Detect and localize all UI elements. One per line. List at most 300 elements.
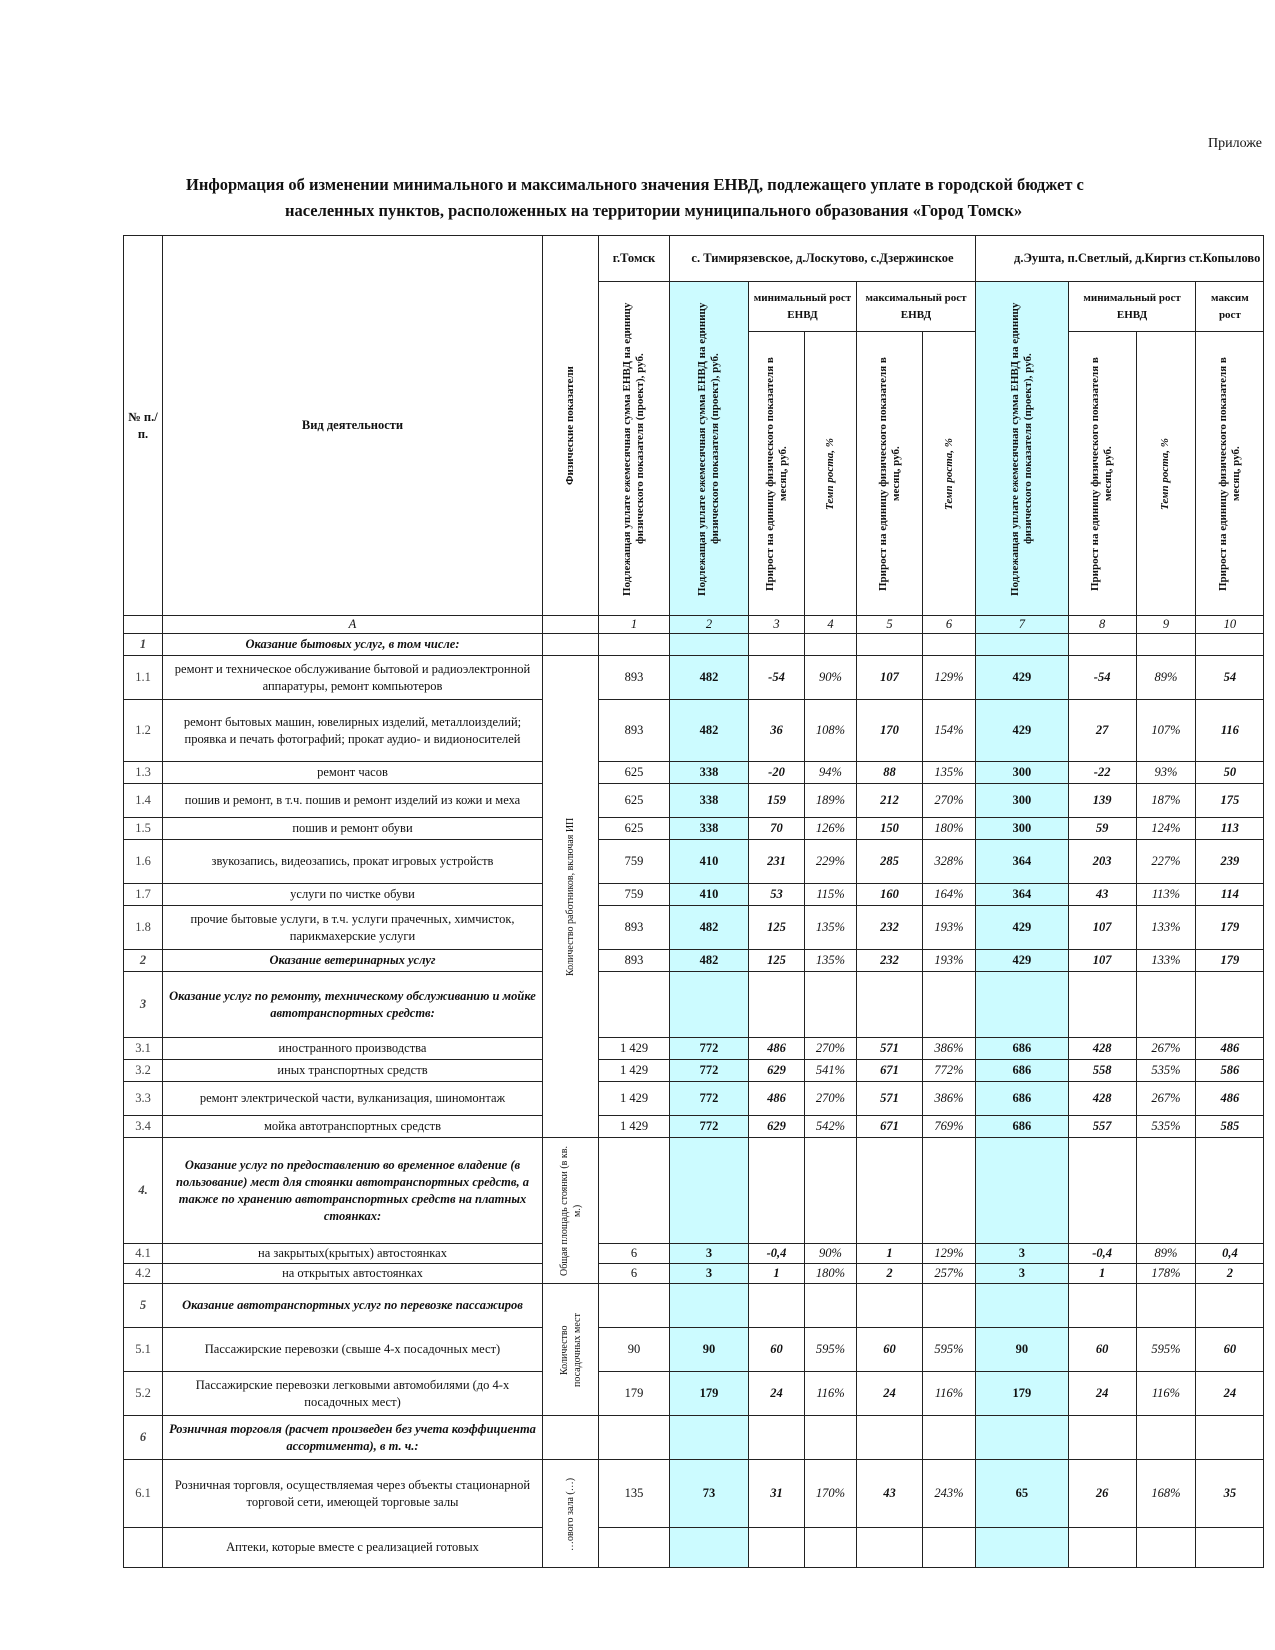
- row-number: 1.6: [124, 840, 163, 884]
- value-cell: 126%: [805, 818, 857, 840]
- activity-name: ремонт часов: [163, 762, 543, 784]
- value-cell: 300: [976, 762, 1069, 784]
- row-number: [124, 1528, 163, 1568]
- value-cell: [1196, 1528, 1264, 1568]
- value-cell: 168%: [1136, 1460, 1196, 1528]
- value-cell: 428: [1068, 1082, 1136, 1116]
- value-cell: [749, 1416, 805, 1460]
- value-cell: [749, 1528, 805, 1568]
- header-num: № п./п.: [124, 236, 163, 616]
- value-cell: [805, 972, 857, 1038]
- activity-name: Розничная торговля, осуществляемая через объекты стационарной торговой сети, имеющей торговые залы: [163, 1460, 543, 1528]
- value-cell: 90%: [805, 1244, 857, 1264]
- value-cell: 36: [749, 700, 805, 762]
- value-cell: [599, 1138, 670, 1244]
- value-cell: 179: [670, 1372, 749, 1416]
- value-cell: [749, 1284, 805, 1328]
- value-cell: 270%: [805, 1082, 857, 1116]
- value-cell: 90%: [805, 656, 857, 700]
- value-cell: [805, 634, 857, 656]
- value-cell: 558: [1068, 1060, 1136, 1082]
- value-cell: 125: [749, 950, 805, 972]
- value-cell: 267%: [1136, 1038, 1196, 1060]
- value-cell: 113: [1196, 818, 1264, 840]
- colnum-4: 4: [805, 616, 857, 634]
- activity-name: иностранного производства: [163, 1038, 543, 1060]
- value-cell: 180%: [923, 818, 976, 840]
- value-cell: 129%: [923, 1244, 976, 1264]
- value-cell: 60: [1068, 1328, 1136, 1372]
- value-cell: [1068, 972, 1136, 1038]
- physical-indicator-empty: [543, 1416, 599, 1460]
- value-cell: 686: [976, 1082, 1069, 1116]
- value-cell: [599, 1284, 670, 1328]
- value-cell: 43: [857, 1460, 923, 1528]
- value-cell: 893: [599, 700, 670, 762]
- table-row: [124, 700, 1264, 762]
- physical-indicator: Количество работников, включая ИП: [543, 656, 599, 1138]
- row-number: 2: [124, 950, 163, 972]
- header-g1-max-increase: Прирост на единицу физического показателя в месяц, руб.: [857, 332, 923, 616]
- row-number: 4.1: [124, 1244, 163, 1264]
- value-cell: [1136, 972, 1196, 1038]
- value-cell: [857, 1138, 923, 1244]
- activity-name: на закрытых(крытых) автостоянках: [163, 1244, 543, 1264]
- value-cell: 179: [976, 1372, 1069, 1416]
- value-cell: [923, 972, 976, 1038]
- header-g2-min-rate: Темп роста, %: [1136, 332, 1196, 616]
- value-cell: 60: [1196, 1328, 1264, 1372]
- value-cell: 60: [857, 1328, 923, 1372]
- row-number: 6: [124, 1416, 163, 1460]
- activity-name: услуги по чистке обуви: [163, 884, 543, 906]
- physical-indicator: …ового зала (…): [543, 1460, 599, 1568]
- colnum-6: 6: [923, 616, 976, 634]
- value-cell: 193%: [923, 950, 976, 972]
- header-g1-min-rate: Темп роста, %: [805, 332, 857, 616]
- table-row: [124, 1244, 1264, 1264]
- value-cell: 338: [670, 784, 749, 818]
- value-cell: 1: [857, 1244, 923, 1264]
- value-cell: [599, 1528, 670, 1568]
- value-cell: [1136, 1138, 1196, 1244]
- activity-name: Пассажирские перевозки легковыми автомобилями (до 4-х посадочных мест): [163, 1372, 543, 1416]
- header-g1-min-increase: Прирост на единицу физического показателя в месяц, руб.: [749, 332, 805, 616]
- value-cell: [749, 634, 805, 656]
- section-row: [124, 1284, 1264, 1328]
- value-cell: [857, 972, 923, 1038]
- value-cell: 116: [1196, 700, 1264, 762]
- value-cell: [805, 1138, 857, 1244]
- value-cell: 73: [670, 1460, 749, 1528]
- value-cell: 193%: [923, 906, 976, 950]
- value-cell: [857, 634, 923, 656]
- title-line-2: населенных пунктов, расположенных на территории муниципального образования «Город Томск»: [285, 201, 1023, 220]
- value-cell: 187%: [1136, 784, 1196, 818]
- row-number: 1.5: [124, 818, 163, 840]
- value-cell: [749, 1138, 805, 1244]
- section-row: [124, 1416, 1264, 1460]
- value-cell: [1196, 1416, 1264, 1460]
- value-cell: 24: [1196, 1372, 1264, 1416]
- value-cell: [976, 634, 1069, 656]
- section-row: [124, 634, 1264, 656]
- value-cell: 90: [599, 1328, 670, 1372]
- value-cell: 1: [749, 1264, 805, 1284]
- value-cell: [670, 634, 749, 656]
- value-cell: 114: [1196, 884, 1264, 906]
- value-cell: 124%: [1136, 818, 1196, 840]
- value-cell: 65: [976, 1460, 1069, 1528]
- table-row: [124, 784, 1264, 818]
- value-cell: 364: [976, 840, 1069, 884]
- value-cell: [976, 1416, 1069, 1460]
- table-row: [124, 1038, 1264, 1060]
- value-cell: 410: [670, 840, 749, 884]
- value-cell: 179: [1196, 950, 1264, 972]
- value-cell: 231: [749, 840, 805, 884]
- activity-name: звукозапись, видеозапись, прокат игровых устройств: [163, 840, 543, 884]
- header-g2-max-increase: Прирост на единицу физического показателя в месяц, руб.: [1196, 332, 1264, 616]
- value-cell: -22: [1068, 762, 1136, 784]
- colnum-1: 1: [599, 616, 670, 634]
- header-g2-min: минимальный рост ЕНВД: [1068, 282, 1196, 332]
- value-cell: [1068, 634, 1136, 656]
- value-cell: 625: [599, 762, 670, 784]
- value-cell: [1196, 1138, 1264, 1244]
- value-cell: [1136, 1284, 1196, 1328]
- header-g2-min-increase: Прирост на единицу физического показателя в месяц, руб.: [1068, 332, 1136, 616]
- envd-table: [123, 235, 1264, 1568]
- value-cell: 338: [670, 818, 749, 840]
- colnum-3: 3: [749, 616, 805, 634]
- value-cell: 285: [857, 840, 923, 884]
- value-cell: 629: [749, 1060, 805, 1082]
- value-cell: 160: [857, 884, 923, 906]
- table-row: [124, 762, 1264, 784]
- value-cell: 338: [670, 762, 749, 784]
- value-cell: [976, 1528, 1069, 1568]
- value-cell: 150: [857, 818, 923, 840]
- row-number: 5.1: [124, 1328, 163, 1372]
- table-row: [124, 818, 1264, 840]
- value-cell: 671: [857, 1060, 923, 1082]
- value-cell: 2: [857, 1264, 923, 1284]
- value-cell: 486: [1196, 1082, 1264, 1116]
- row-number: 5.2: [124, 1372, 163, 1416]
- value-cell: [923, 634, 976, 656]
- table-row: [124, 1528, 1264, 1568]
- activity-name: Оказание услуг по ремонту, техническому обслуживанию и мойке автотранспортных средств:: [163, 972, 543, 1038]
- header-tomsk-payable: Подлежащая уплате ежемесячная сумма ЕНВД на единицу физического показателя (проект), руб.: [599, 282, 670, 616]
- activity-name: Оказание услуг по предоставлению во временное владение (в пользование) мест для стоянки автотранспортных средств, а также по хранению автотранспортных средств на платных стоянках:: [163, 1138, 543, 1244]
- value-cell: 89%: [1136, 656, 1196, 700]
- colnum-8: 8: [1068, 616, 1136, 634]
- section-row: [124, 950, 1264, 972]
- value-cell: 893: [599, 906, 670, 950]
- value-cell: 24: [857, 1372, 923, 1416]
- value-cell: 429: [976, 700, 1069, 762]
- value-cell: 107%: [1136, 700, 1196, 762]
- value-cell: 26: [1068, 1460, 1136, 1528]
- value-cell: 686: [976, 1116, 1069, 1138]
- row-number: 3.4: [124, 1116, 163, 1138]
- row-number: 1.2: [124, 700, 163, 762]
- value-cell: 43: [1068, 884, 1136, 906]
- value-cell: 60: [749, 1328, 805, 1372]
- value-cell: [670, 1528, 749, 1568]
- value-cell: 170%: [805, 1460, 857, 1528]
- value-cell: 107: [857, 656, 923, 700]
- value-cell: 31: [749, 1460, 805, 1528]
- table-row: [124, 1264, 1264, 1284]
- value-cell: 542%: [805, 1116, 857, 1138]
- header-g1-max: максимальный рост ЕНВД: [857, 282, 976, 332]
- row-number: 4.: [124, 1138, 163, 1244]
- value-cell: [1136, 1528, 1196, 1568]
- title-line-1: Информация об изменении минимального и максимального значения ЕНВД, подлежащего уплате в городской бюджет с: [186, 175, 1084, 194]
- value-cell: 189%: [805, 784, 857, 818]
- value-cell: -0,4: [1068, 1244, 1136, 1264]
- activity-name: мойка автотранспортных средств: [163, 1116, 543, 1138]
- value-cell: 229%: [805, 840, 857, 884]
- value-cell: 3: [670, 1264, 749, 1284]
- value-cell: 328%: [923, 840, 976, 884]
- value-cell: 300: [976, 818, 1069, 840]
- value-cell: 1 429: [599, 1116, 670, 1138]
- value-cell: 159: [749, 784, 805, 818]
- activity-name: на открытых автостоянках: [163, 1264, 543, 1284]
- value-cell: 557: [1068, 1116, 1136, 1138]
- table-row: [124, 1116, 1264, 1138]
- value-cell: 585: [1196, 1116, 1264, 1138]
- value-cell: [857, 1528, 923, 1568]
- value-cell: [749, 972, 805, 1038]
- row-number: 1.8: [124, 906, 163, 950]
- activity-name: Оказание ветеринарных услуг: [163, 950, 543, 972]
- table-row: [124, 1082, 1264, 1116]
- value-cell: 135%: [805, 950, 857, 972]
- value-cell: [599, 1416, 670, 1460]
- row-number: 3: [124, 972, 163, 1038]
- value-cell: 595%: [805, 1328, 857, 1372]
- value-cell: 257%: [923, 1264, 976, 1284]
- value-cell: [670, 1284, 749, 1328]
- value-cell: 386%: [923, 1038, 976, 1060]
- table-row: [124, 1460, 1264, 1528]
- table-row: [124, 840, 1264, 884]
- value-cell: 629: [749, 1116, 805, 1138]
- value-cell: [976, 972, 1069, 1038]
- value-cell: 429: [976, 950, 1069, 972]
- value-cell: 179: [599, 1372, 670, 1416]
- header-g1-min: минимальный рост ЕНВД: [749, 282, 857, 332]
- physical-indicator-empty: [543, 634, 599, 656]
- colnum-7: 7: [976, 616, 1069, 634]
- value-cell: [976, 1284, 1069, 1328]
- table-row: [124, 1060, 1264, 1082]
- value-cell: [1136, 634, 1196, 656]
- value-cell: [1068, 1284, 1136, 1328]
- row-number: 4.2: [124, 1264, 163, 1284]
- value-cell: [923, 1284, 976, 1328]
- value-cell: 482: [670, 656, 749, 700]
- value-cell: 769%: [923, 1116, 976, 1138]
- value-cell: 410: [670, 884, 749, 906]
- value-cell: 178%: [1136, 1264, 1196, 1284]
- value-cell: 270%: [805, 1038, 857, 1060]
- value-cell: 1: [1068, 1264, 1136, 1284]
- activity-name: пошив и ремонт, в т.ч. пошив и ремонт изделий из кожи и меха: [163, 784, 543, 818]
- section-row: [124, 972, 1264, 1038]
- value-cell: 625: [599, 818, 670, 840]
- table-row: [124, 906, 1264, 950]
- value-cell: 129%: [923, 656, 976, 700]
- value-cell: 154%: [923, 700, 976, 762]
- value-cell: [857, 1284, 923, 1328]
- value-cell: 586: [1196, 1060, 1264, 1082]
- activity-name: ремонт бытовых машин, ювелирных изделий, металлоизделий; проявка и печать фотографий; прокат аудио- и видионосителей: [163, 700, 543, 762]
- value-cell: 135: [599, 1460, 670, 1528]
- value-cell: 50: [1196, 762, 1264, 784]
- physical-indicator: Общая площадь стоянки (в кв. м.): [543, 1138, 599, 1284]
- value-cell: 107: [1068, 906, 1136, 950]
- value-cell: 70: [749, 818, 805, 840]
- activity-name: пошив и ремонт обуви: [163, 818, 543, 840]
- value-cell: [670, 1416, 749, 1460]
- value-cell: 1 429: [599, 1060, 670, 1082]
- physical-indicator: Количество посадочных мест: [543, 1284, 599, 1416]
- value-cell: 115%: [805, 884, 857, 906]
- value-cell: 486: [749, 1082, 805, 1116]
- value-cell: [1068, 1138, 1136, 1244]
- value-cell: 90: [976, 1328, 1069, 1372]
- value-cell: 135%: [923, 762, 976, 784]
- header-g2-max: максим рост: [1196, 282, 1264, 332]
- value-cell: 35: [1196, 1460, 1264, 1528]
- colnum-5: 5: [857, 616, 923, 634]
- value-cell: 772: [670, 1060, 749, 1082]
- value-cell: 3: [670, 1244, 749, 1264]
- value-cell: 116%: [923, 1372, 976, 1416]
- value-cell: 27: [1068, 700, 1136, 762]
- value-cell: 429: [976, 906, 1069, 950]
- value-cell: 893: [599, 950, 670, 972]
- header-physical: Физические показатели: [543, 236, 599, 616]
- value-cell: 6: [599, 1264, 670, 1284]
- value-cell: [1068, 1416, 1136, 1460]
- row-number: 1.4: [124, 784, 163, 818]
- value-cell: 428: [1068, 1038, 1136, 1060]
- value-cell: 2: [1196, 1264, 1264, 1284]
- value-cell: 227%: [1136, 840, 1196, 884]
- value-cell: 595%: [923, 1328, 976, 1372]
- value-cell: 772: [670, 1116, 749, 1138]
- value-cell: 170: [857, 700, 923, 762]
- colnum-a: A: [163, 616, 543, 634]
- activity-name: ремонт электрической части, вулканизация, шиномонтаж: [163, 1082, 543, 1116]
- value-cell: 486: [1196, 1038, 1264, 1060]
- value-cell: [599, 634, 670, 656]
- header-g1-payable: Подлежащая уплате ежемесячная сумма ЕНВД на единицу физического показателя (проект), руб.: [670, 282, 749, 616]
- header-g2-payable: Подлежащая уплате ежемесячная сумма ЕНВД на единицу физического показателя (проект), руб.: [976, 282, 1069, 616]
- value-cell: 541%: [805, 1060, 857, 1082]
- header-group2: д.Эушта, п.Светлый, д.Киргиз ст.Копылово: [976, 236, 1264, 282]
- value-cell: 212: [857, 784, 923, 818]
- activity-name: прочие бытовые услуги, в т.ч. услуги прачечных, химчисток, парикмахерские услуги: [163, 906, 543, 950]
- value-cell: [923, 1528, 976, 1568]
- row-number: 1: [124, 634, 163, 656]
- value-cell: 267%: [1136, 1082, 1196, 1116]
- value-cell: 175: [1196, 784, 1264, 818]
- value-cell: 133%: [1136, 906, 1196, 950]
- value-cell: 1 429: [599, 1038, 670, 1060]
- table-row: [124, 1328, 1264, 1372]
- value-cell: [1196, 972, 1264, 1038]
- row-number: 1.7: [124, 884, 163, 906]
- value-cell: 133%: [1136, 950, 1196, 972]
- value-cell: 6: [599, 1244, 670, 1264]
- value-cell: 180%: [805, 1264, 857, 1284]
- header-tomsk: г.Томск: [599, 236, 670, 282]
- value-cell: 1 429: [599, 1082, 670, 1116]
- value-cell: [1196, 634, 1264, 656]
- value-cell: 239: [1196, 840, 1264, 884]
- value-cell: -0,4: [749, 1244, 805, 1264]
- value-cell: [805, 1416, 857, 1460]
- value-cell: 232: [857, 906, 923, 950]
- value-cell: 686: [976, 1060, 1069, 1082]
- value-cell: 595%: [1136, 1328, 1196, 1372]
- row-number: 6.1: [124, 1460, 163, 1528]
- activity-name: Оказание автотранспортных услуг по перевозке пассажиров: [163, 1284, 543, 1328]
- value-cell: [923, 1138, 976, 1244]
- row-number: 3.3: [124, 1082, 163, 1116]
- table-row: [124, 1372, 1264, 1416]
- value-cell: 179: [1196, 906, 1264, 950]
- value-cell: [599, 972, 670, 1038]
- colnum-9: 9: [1136, 616, 1196, 634]
- colnum-2: 2: [670, 616, 749, 634]
- value-cell: 3: [976, 1264, 1069, 1284]
- header-g1-max-rate: Темп роста, %: [923, 332, 976, 616]
- value-cell: 135%: [805, 906, 857, 950]
- row-number: 3.2: [124, 1060, 163, 1082]
- value-cell: 364: [976, 884, 1069, 906]
- value-cell: -54: [749, 656, 805, 700]
- value-cell: 116%: [1136, 1372, 1196, 1416]
- value-cell: -54: [1068, 656, 1136, 700]
- header-activity: Вид деятельности: [163, 236, 543, 616]
- value-cell: 88: [857, 762, 923, 784]
- value-cell: [1136, 1416, 1196, 1460]
- row-number: 1.3: [124, 762, 163, 784]
- header-group1: с. Тимирязевское, д.Лоскутово, с.Дзержинское: [670, 236, 976, 282]
- value-cell: 772: [670, 1082, 749, 1116]
- value-cell: 94%: [805, 762, 857, 784]
- value-cell: 482: [670, 700, 749, 762]
- value-cell: 772%: [923, 1060, 976, 1082]
- value-cell: 107: [1068, 950, 1136, 972]
- value-cell: 270%: [923, 784, 976, 818]
- value-cell: 482: [670, 950, 749, 972]
- value-cell: 24: [749, 1372, 805, 1416]
- row-number: 5: [124, 1284, 163, 1328]
- value-cell: 759: [599, 884, 670, 906]
- value-cell: 53: [749, 884, 805, 906]
- value-cell: 3: [976, 1244, 1069, 1264]
- value-cell: 0,4: [1196, 1244, 1264, 1264]
